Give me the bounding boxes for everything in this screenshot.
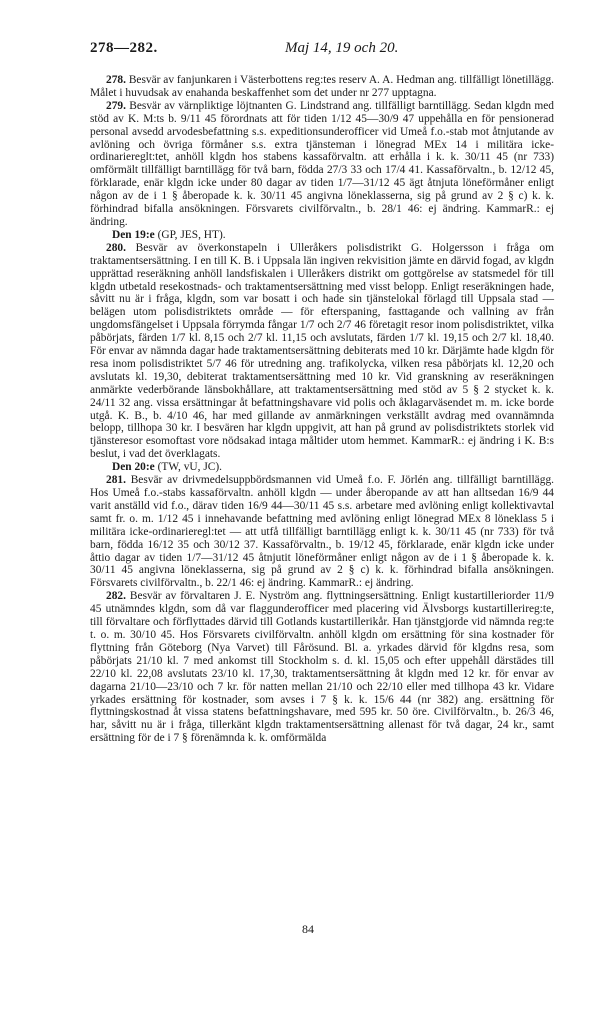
paragraph-text: Besvär av förvaltaren J. E. Nyström ang. flyttningsersättning. Enligt kustartilleriorder 11/9 45 utnämndes klgdn, som då var flaggunderofficer med placering vid Älvsborgs kustartillerireg:te, till förvaltare och förflyttades därvid till Gotlands kustartillerikår. Han tjänstgjorde vid nämnda reg:te t. o. m. 30/10 45. Hos Försvarets civilförvaltn. anhöll klgdn om ersättning för sina kostnader för flyttning från Göteborg (Nya Varvet) till Fårösund. Bl. a. yrkades därvid för klgdns resa, som påbörjats 21/10 kl. 7 med ankomst till Stockholm s. d. kl. 15,05 och efter uppehåll därstädes till 22/10 kl. 22,08 avslutats 23/10 kl. 17,30, traktamentsersättning åt klgdn med 12 kr. för envar av dagarna 21/10—23/10 och 7 kr. för natten mellan 21/10 och 22/10 eller med tillhopa 43 kr. Vidare yrkades ersättning för kostnader, som avses i 7 § k. k. 15/6 44 (nr 382) ang. ersättning för flyttningskostnad åt vissa statens befattningshavare, med 595 kr. 50 öre. Civilförvaltn., b. 26/3 46, har, såvitt nu är i fråga, tillerkänt klgdn traktamentsersättning allenast för två dagar, 24 kr., samt ersättning för de i 7 § förenämnda k. k. omförmälda xyxy=(90,590,554,745)
session-members: (TW, vU, JC). xyxy=(157,461,223,474)
header-dates: Maj 14, 19 och 20. xyxy=(285,40,399,56)
page-footer xyxy=(0,922,616,937)
page-header xyxy=(90,40,554,62)
page-range: 278—282. xyxy=(90,40,158,56)
paragraph-text: Besvär av överkonstapeln i Ulleråkers polisdistrikt G. Holgersson i fråga om traktamentsersättning. I en till K. B. i Uppsala län ingiven rekvisition jämte en därvid fogad, av klgdn upprättad reseräkning anhöll landsfiskalen i Ulleråkers distrikt om gottgörelse av statsmedel för till klgdn utbetald resekostnads- och traktamentsersättning med visst belopp. Enligt reseräkningen hade, såvitt nu är i fråga, klgdn, som var bosatt i och hade sin tjänstelokal förlagd till Uppsala stad — belägen utom polisdistriktets område — för efterspaning, fasttagande och vallning av från ungdomsfängelset i Uppsala förrymda fångar 1/7 och 2/7 46 företagit resor inom polisdistriktet, vilka påbörjats, färden 1/7 kl. 8,15 och 2/7 kl. 11,15 och avslutats, färden 1/7 kl. 19,15 och 2/7 kl. 18,40. För envar av nämnda dagar hade traktamentsersättning debiterats med 10 kr. Därjämte hade klgdn för resa inom polisdistriktet 5/7 46 för utredning ang. trafikolycka, vilken resa påbörjats kl. 12,20 och avslutats kl. 19,30, debiterat traktamentsersättning med 10 kr. Vid granskning av reseräkningen anmärkte vederbörande länsbokhållare, att traktamentsersättning med stöd av 5 § 2 stycket k. k. 24/11 32 ang. vissa ersättningar åt befattningshavare vid polis och åklagarväsendet m. m. icke borde utgå. K. B., b. 4/10 46, har med gillande av anmärkningen verkställt avdrag med ovannämnda belopp, tillhopa 30 kr. I besvären har klgdn uppgivit, att han på grund av polisdistriktets storlek vid tjänsteresor esomoftast vore nödsakad intaga måltider utom hemmet. KammarR.: ej ändring i K. B:s beslut, i vad det överklagats. xyxy=(90,241,554,461)
paragraph-text: Besvär av värnpliktige löjtnanten G. Lindstrand ang. tillfälligt barntillägg. Sedan klgdn med stöd av K. M:ts b. 9/11 45 förordnats att för tiden 1/12 45—30/9 47 uppehålla en för pensionerad personal avsedd arvodesbefattning s.s. expeditionsunderofficer vid Umeå f.o.-stab mot åtnjutande av avlöning och övriga förmåner s.s. extra tjänsteman i lönegrad MEx 14 i militära icke-ordinariereglt:tet, anhöll klgdn hos stabens kassaförvaltn. att erhålla i k. k. 30/11 45 (nr 733) omförmält tillfälligt barntillägg för två barn, födda 27/3 33 och 17/4 41. Kassaförvaltn., b. 12/12 45, förklarade, enär klgdn icke under 80 dagar av tiden 1/7—31/12 45 ägt åtnjuta löneförmåner enligt någon av de i 1 § åberopade k. k. 30/11 45 angivna löneklasserna, sig på grund av 2 § c) k. k. förhindrad bifalla ansökningen. Försvarets civilförvaltn., b. 28/1 46: ej ändring. KammarR.: ej ändring. xyxy=(90,99,554,228)
paragraph-282 xyxy=(90,590,554,745)
paragraph-280 xyxy=(90,242,554,461)
paragraph-text: Besvär av fanjunkaren i Västerbottens reg:tes reserv A. A. Hedman ang. tillfälligt lönetillägg. Målet i huvudsak av enahanda beskaffenhet som det under nr 277 upptagna. xyxy=(90,74,554,99)
paragraph-number: 280. xyxy=(106,241,126,254)
paragraph-number: 282. xyxy=(106,590,126,603)
paragraph-281 xyxy=(90,474,554,590)
paragraph-text: Besvär av drivmedelsuppbördsmannen vid Umeå f.o. F. Jörlén ang. tillfälligt barntillägg. Hos Umeå f.o.-stabs kassaförvaltn. anhöll klgdn — under åberopande av att han alltsedan 16/9 44 varit anställd vid f.o., därav tiden 16/9 44—30/11 45 s.s. arbetare med avlöning enligt kollektivavtal samt fr. o. m. 1/12 45 i innehavande befattning med avlöning enligt lönegrad MEx 8 löneklass 5 i militära icke-ordinarieregl:tet — att utfå tillfälligt barntillägg enligt k. k. 30/11 45 (nr 733) för två barn, födda 16/12 35 och 30/12 37. Kassaförvaltn., b. 19/12 45, förklarade, enär klgdn icke under åttio dagar av tiden 1/7—31/12 45 åtnjutit löneförmåner enligt någon av de i 1 § åberopade k. k. 30/11 45 angivna löneklasserna, sig på grund av 2 § c) k. k. förhindrad bifalla ansökningen. Försvarets civilförvaltn., b. 22/1 46: ej ändring. KammarR.: ej ändring. xyxy=(90,474,554,590)
session-heading-19 xyxy=(90,229,554,242)
session-heading-20 xyxy=(90,461,554,474)
paragraph-number: 279. xyxy=(106,99,126,112)
paragraph-number: 278. xyxy=(106,74,126,86)
page-number: 84 xyxy=(302,922,314,936)
session-day: Den 20:e xyxy=(112,461,155,474)
session-day: Den 19:e xyxy=(112,228,155,241)
session-members: (GP, JES, HT). xyxy=(157,228,226,241)
paragraph-278 xyxy=(90,74,554,100)
document-body xyxy=(90,74,554,745)
paragraph-number: 281. xyxy=(106,474,126,487)
paragraph-279 xyxy=(90,100,554,229)
